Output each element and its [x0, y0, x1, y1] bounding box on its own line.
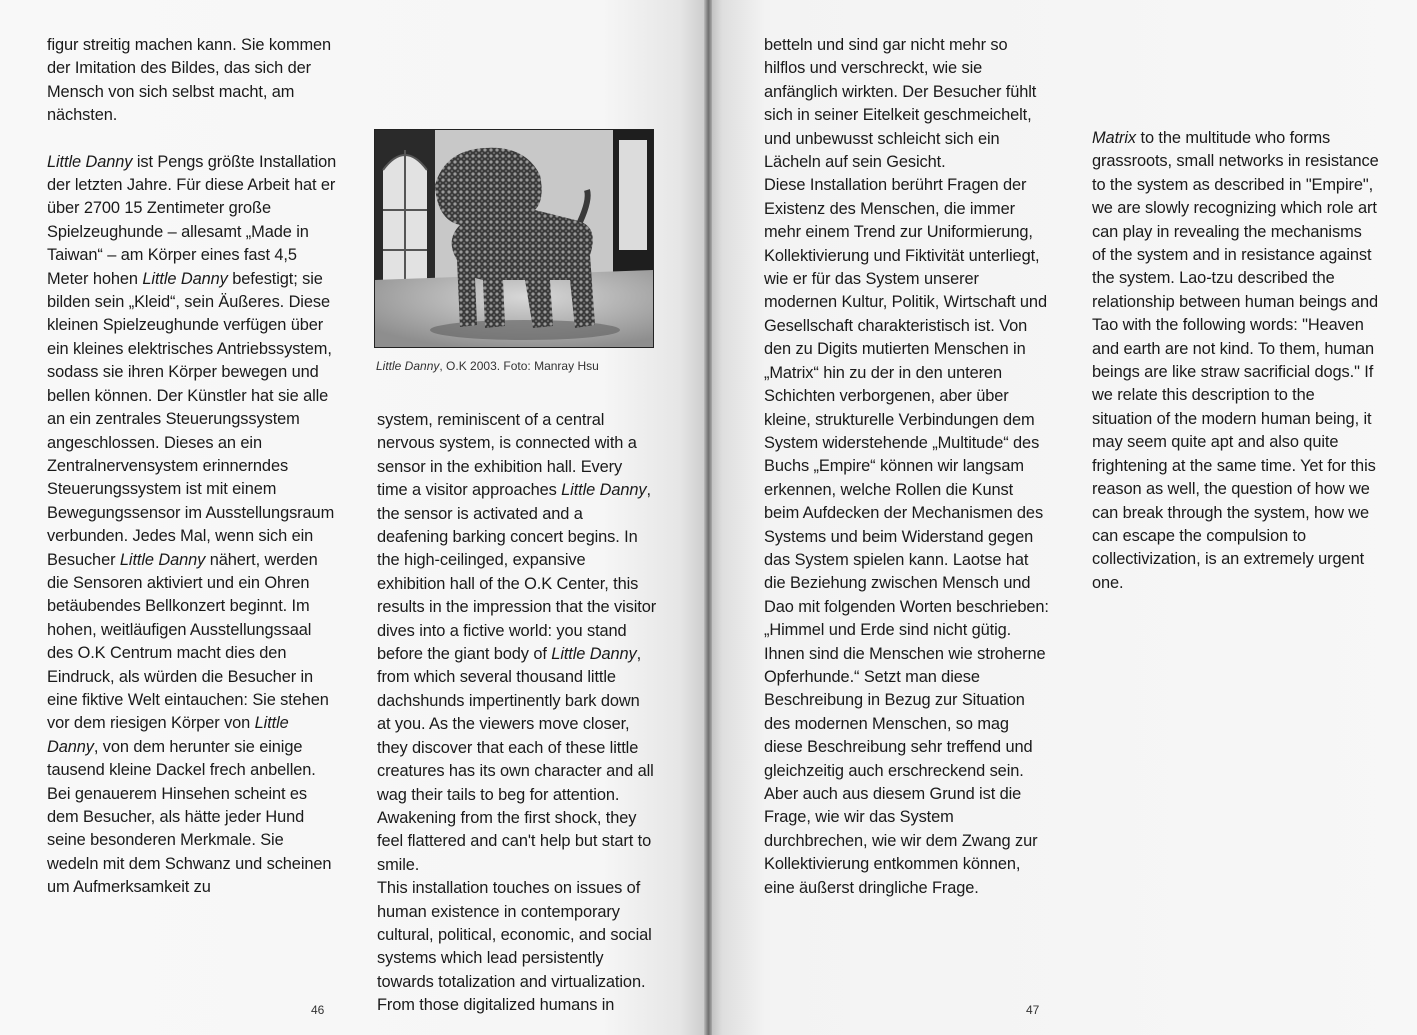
page-number-right: 47	[1026, 1003, 1040, 1017]
artwork-photo	[374, 129, 654, 348]
left-english-paragraph-1: system, reminiscent of a central nervous system, is connected with a sensor in the exhibition hall. Every time a visitor approaches Little Danny, the sensor is activated and a deafening barking concert begins. In the high-ceilinged, expansive exhibition hall of the O.K Center, this results in the impression that the visitor dives into a fictive world: you stand before the giant body of Little Danny, from which several thousand little dachshunds impertinently bark down at you. As the viewers move closer, they discover that each of these little creatures has its own character and all wag their tails to beg for attention. Awakening from the first shock, they feel flattered and can't help but start to smile.	[377, 411, 657, 874]
right-german-paragraph-1: betteln und sind gar nicht mehr so hilflos und verschreckt, wie sie anfänglich wirkten. Der Besucher fühlt sich in seiner Eitelkeit geschmeichelt, und unbewusst schleicht sich ein Lächeln auf sein Gesicht.	[764, 36, 1037, 172]
left-german-paragraph-1: figur streitig machen kann. Sie kommen der Imitation des Bildes, das sich der Mensch von sich selbst macht, am nächsten.	[47, 36, 332, 125]
artwork-title: Little Danny	[561, 481, 647, 500]
left-page	[0, 0, 708, 1035]
film-title: Matrix	[1092, 129, 1137, 147]
artwork-title: Little Danny	[119, 550, 206, 569]
right-page	[708, 0, 1417, 1035]
figure-caption: Little Danny, O.K 2003. Foto: Manray Hsu	[376, 359, 599, 373]
right-english-paragraph-1: Matrix to the multitude who forms grassroots, small networks in resistance to the system as described in "Empire", we are slowly recognizing which role art can play in revealing the mechanisms of the system and in resistance against the system. Lao-tzu described the relationship between human beings and Tao with the following words: "Heaven and earth are not kind. To them, human beings are like straw sacrificial dogs." If we relate this description to the situation of the modern human being, it may seem quite apt and also quite frightening at the same time. Yet for this reason as well, the question of how we can break through the system, how we can escape the compulsion to collectivization, is an extremely urgent one.	[1092, 129, 1379, 592]
left-english-column	[377, 409, 657, 1018]
artwork-title: Little Danny	[47, 152, 133, 171]
little-danny-photo-image	[375, 130, 653, 347]
artwork-title: Little Danny	[47, 714, 289, 756]
artwork-title: Little Danny	[551, 645, 637, 664]
artwork-title: Little Danny	[142, 269, 228, 288]
right-english-column	[1092, 127, 1379, 595]
right-german-column	[764, 34, 1049, 900]
page-number-left: 46	[311, 1003, 325, 1017]
left-english-paragraph-2: This installation touches on issues of human existence in contemporary cultural, political, economic, and social systems which lead persistently towards totalization and virtualization. From those digitalized humans in	[377, 879, 652, 1015]
book-spine	[704, 0, 712, 1035]
left-german-column	[47, 34, 337, 900]
left-german-paragraph-2: Little Danny ist Pengs größte Installation der letzten Jahre. Für diese Arbeit hat er über 2700 15 Zentimeter große Spielzeughunde – allesamt „Made in Taiwan“ – am Körper eines fast 4,5 Meter hohen Little Danny befestigt; sie bilden sein „Kleid“, sein Äußeres. Diese kleinen Spielzeughunde verfügen über ein kleines elektrisches Antriebssystem, sodass sie ihren Körper bewegen und bellen können. Der Künstler hat sie alle an ein zentrales Steuerungssystem angeschlossen. Dieses an ein Zentralnervensystem erinnerndes Steuerungssystem ist mit einem Bewegungssensor im Ausstellungsraum verbunden. Jedes Mal, wenn sich ein Besucher Little Danny nähert, werden die Sensoren aktiviert und ein Ohren betäubendes Bellkonzert beginnt. Im hohen, weitläufigen Ausstellungssaal des O.K Centrum macht dies den Eindruck, als würden die Besucher in eine fiktive Welt eintauchen: Sie stehen vor dem riesigen Körper von Little Danny, von dem herunter sie einige tausend kleine Dackel frech anbellen. Bei genauerem Hinsehen scheint es dem Besucher, als hätte jeder Hund seine besonderen Merkmale. Sie wedeln mit dem Schwanz und scheinen um Aufmerksamkeit zu	[47, 152, 337, 897]
right-german-paragraph-2: Diese Installation berührt Fragen der Existenz des Menschen, die immer mehr einem Trend zur Uniformierung, Kollektivierung und Fiktivität unterliegt, wie er für das System unserer modernen Kultur, Politik, Wirtschaft und Gesellschaft charakteristisch ist. Von den zu Digits mutierten Menschen in „Matrix“ hin zu der in den unteren Schichten verborgenen, aber über kleine, strukturelle Verbindungen dem System widerstehende „Multitude“ des Buchs „Empire“ können wir langsam erkennen, welche Rollen die Kunst beim Aufdecken der Mechanismen des Systems und beim Widerstand gegen das System spielen kann. Laotse hat die Beziehung zwischen Mensch und Dao mit folgenden Worten beschrieben: „Himmel und Erde sind nicht gütig. Ihnen sind die Menschen wie stroherne Opferhunde.“ Setzt man diese Beschreibung in Bezug zur Situation des modernen Menschen, so mag diese Beschreibung sehr treffend und gleichzeitig auch erschreckend sein. Aber auch aus diesem Grund ist die Frage, wie wir das System durchbrechen, wie wir dem Zwang zur Kollektivierung entkommen können, eine äußerst dringliche Frage.	[764, 176, 1049, 897]
